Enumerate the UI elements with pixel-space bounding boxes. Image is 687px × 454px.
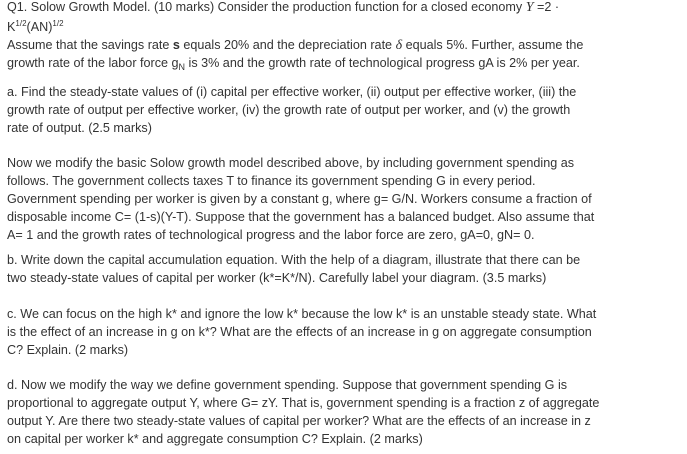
part-a-line-1: a. Find the steady-state values of (i) capital per effective worker, (ii) output per effective worker, (iii) the [7, 85, 577, 99]
formula-rest: =2 · [533, 0, 560, 14]
modify-line-1: Now we modify the basic Solow growth model described above, by including government spending as [7, 156, 575, 170]
part-d-line-1: d. Now we modify the way we define government spending. Suppose that government spending G is [7, 378, 568, 392]
assume-text-c: equals 5%. Further, assume the [402, 38, 584, 52]
assume-text-b: equals 20% and the depreciation rate [179, 38, 396, 52]
modify-line-3: Government spending per worker is given by a constant g, where g= G/N. Workers consume a fraction of [7, 192, 592, 206]
part-c-line-2: is the effect of an increase in g on k*? What are the effects of an increase in g on aggregate consumption [7, 325, 592, 339]
savings-symbol: s [172, 38, 180, 52]
assumptions-line-2 [7, 56, 580, 75]
assumptions-line-1 [7, 38, 583, 53]
modify-line-2: follows. The government collects taxes T to finance its government spending G in every period. [7, 174, 536, 188]
formula-Y: Y [525, 0, 534, 15]
part-d-line-4: on capital per worker k* and aggregate consumption C? Explain. (2 marks) [7, 432, 423, 446]
modify-line-4: disposable income C= (1-s)(Y-T). Suppose that the government has a balanced budget. Also assume that [7, 210, 595, 224]
formula-AN: (AN) [26, 20, 53, 34]
part-b-line-1: b. Write down the capital accumulation equation. With the help of a diagram, illustrate that there can be [7, 253, 581, 267]
part-c-line-3: C? Explain. (2 marks) [7, 343, 129, 357]
part-a-line-2: growth rate of output per effective worker, (iv) the growth rate of output per worker, and (v) the growth [7, 103, 571, 117]
header-text: Q1. Solow Growth Model. (10 marks) Consider the production function for a closed economy [7, 0, 526, 14]
delta-symbol: δ [395, 38, 403, 53]
assume-text-a: Assume that the savings rate [7, 38, 173, 52]
part-d-line-3: output Y. Are there two steady-state values of capital per worker? What are the effects of an increase in z [7, 414, 591, 428]
assume2-text-a: growth rate of the labor force g [7, 56, 179, 70]
formula-exp-2: 1/2 [52, 19, 64, 28]
labor-subscript: N [178, 62, 186, 72]
question-header-line-2 [7, 16, 64, 35]
part-b-line-2: two steady-state values of capital per worker (k*=K*/N). Carefully label your diagram. (3.5 marks) [7, 271, 547, 285]
formula-K: K [7, 20, 16, 34]
part-d-line-2: proportional to aggregate output Y, where G= zY. That is, government spending is a fraction z of aggregate [7, 396, 600, 410]
assume2-text-b: is 3% and the growth rate of technological progress gA is 2% per year. [185, 56, 580, 70]
part-a-line-3: rate of output. (2.5 marks) [7, 121, 152, 135]
modify-line-5: A= 1 and the growth rates of technological progress and the labor force are zero, gA=0, gN= 0. [7, 228, 535, 242]
question-header-line-1 [7, 0, 559, 15]
part-c-line-1: c. We can focus on the high k* and ignore the low k* because the low k* is an unstable steady state. What [7, 307, 597, 321]
formula-exp-1: 1/2 [15, 19, 27, 28]
